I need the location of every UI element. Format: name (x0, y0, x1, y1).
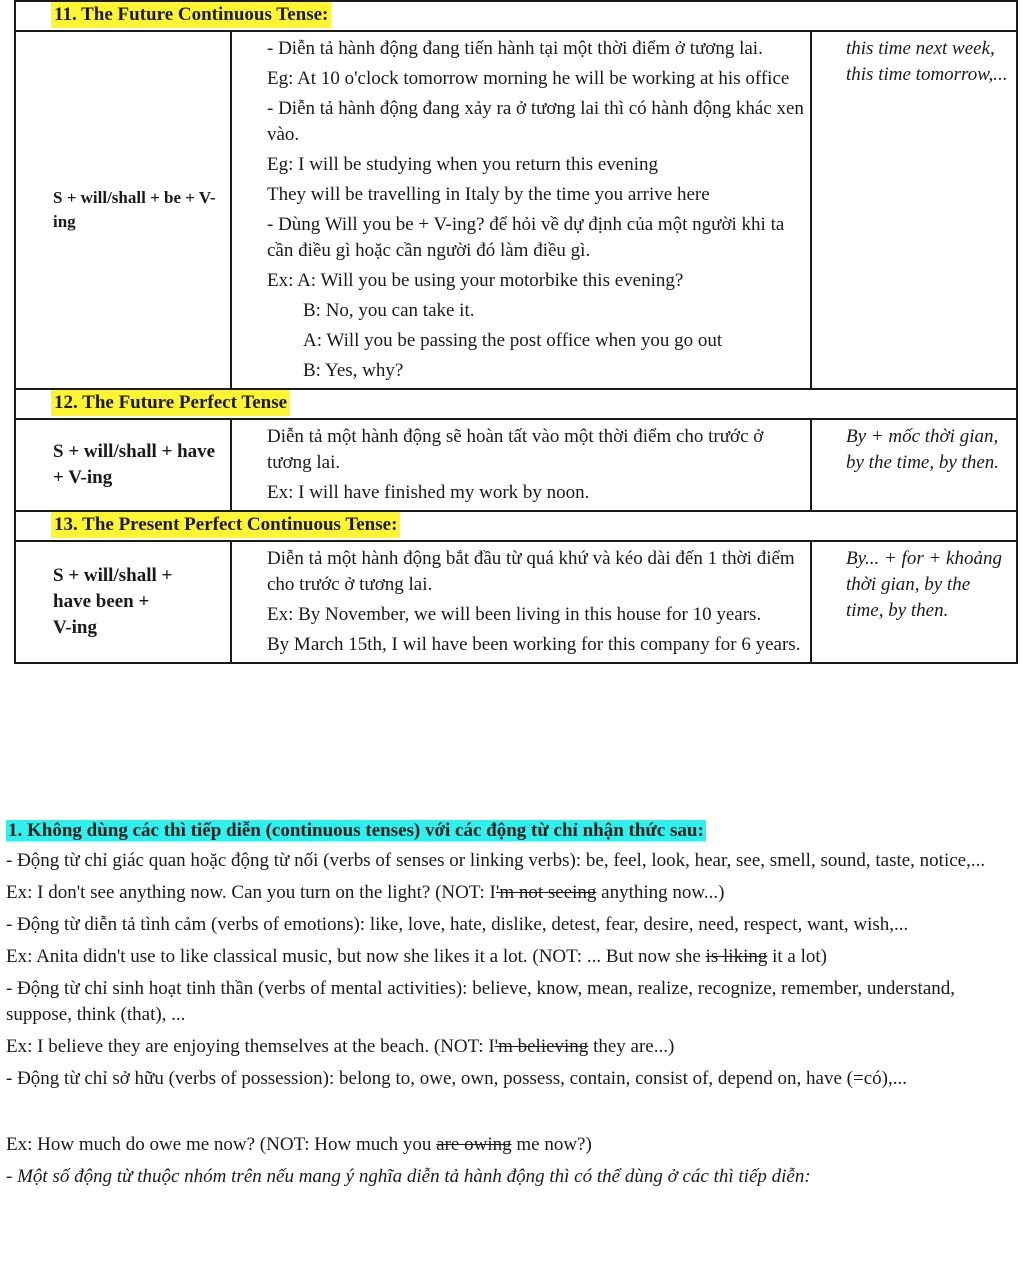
usage-line: Ex: I will have finished my work by noon. (267, 482, 590, 503)
tense-row (15, 541, 1017, 663)
tense-table (14, 0, 1018, 664)
usage-cell (231, 31, 811, 389)
usage-line: B: No, you can take it. (303, 300, 475, 321)
section-header-row (15, 389, 1017, 419)
usage-line: - Diễn tả hành động đang tiến hành tại một thời điểm ở tương lai. (267, 38, 763, 59)
note-item: - Động từ chỉ giác quan hoặc động từ nối (verbs of senses or linking verbs): be, feel, look, hear, see, smell, sound, taste, notice,... (6, 850, 986, 871)
usage-line: They will be travelling in Italy by the time you arrive here (267, 184, 710, 205)
usage-line: Eg: At 10 o'clock tomorrow morning he will be working at his office (267, 68, 790, 89)
usage-line: Eg: I will be studying when you return this evening (267, 154, 659, 175)
section-heading: 11. The Future Continuous Tense: (51, 2, 331, 28)
section-heading: 12. The Future Perfect Tense (51, 390, 290, 416)
form-cell: S + will/shall + have + V-ing (15, 419, 231, 511)
notes-section (6, 818, 1016, 1196)
note-example: Ex: I believe they are enjoying themselves at the beach. (NOT: I'm believing they are...) (6, 1036, 675, 1057)
usage-line: Diễn tả một hành động bắt đầu từ quá khứ và kéo dài đến 1 thời điểm cho trước ở tương lai. (267, 548, 795, 595)
section-heading: 13. The Present Perfect Continuous Tense: (51, 512, 400, 538)
usage-line: - Diễn tả hành động đang xảy ra ở tương lai thì có hành động khác xen vào. (267, 98, 804, 145)
form-cell (15, 541, 231, 663)
note-example: Ex: Anita didn't use to like classical music, but now she likes it a lot. (NOT: ... But now she is liking it a lot) (6, 946, 827, 967)
usage-line: - Dùng Will you be + V-ing? để hỏi về dự định của một người khi ta cần điều gì hoặc cần người đó làm điều gì. (267, 214, 785, 261)
note-item: - Động từ diễn tả tình cảm (verbs of emotions): like, love, hate, dislike, detest, fear, desire, need, respect, want, wish,... (6, 914, 909, 935)
form-line: V-ing (53, 617, 97, 638)
usage-line: B: Yes, why? (303, 360, 404, 381)
usage-line: Ex: A: Will you be using your motorbike this evening? (267, 270, 684, 291)
tense-row (15, 31, 1017, 389)
section-header-row (15, 1, 1017, 31)
note-item: - Động từ chỉ sở hữu (verbs of possession): belong to, owe, own, possess, contain, consist of, depend on, have (=có),... (6, 1068, 907, 1089)
note-example: Ex: I don't see anything now. Can you turn on the light? (NOT: I'm not seeing anything now...) (6, 882, 725, 903)
usage-line: A: Will you be passing the post office when you go out (303, 330, 723, 351)
usage-cell (231, 419, 811, 511)
note-item: - Một số động từ thuộc nhóm trên nếu mang ý nghĩa diễn tả hành động thì có thể dùng ở các thì tiếp diễn: (6, 1166, 811, 1187)
note-example: Ex: How much do owe me now? (NOT: How much you are owing me now?) (6, 1134, 592, 1155)
form-cell: S + will/shall + be + V-ing (15, 31, 231, 389)
section-header-row (15, 511, 1017, 541)
tense-row (15, 419, 1017, 511)
usage-line: By March 15th, I wil have been working for this company for 6 years. (267, 634, 801, 655)
usage-line: Diễn tả một hành động sẽ hoàn tất vào một thời điểm cho trước ở tương lai. (267, 426, 764, 473)
form-line: have been + (53, 591, 150, 612)
signal-words-cell: By + mốc thời gian, by the time, by then. (811, 419, 1017, 511)
note-item: - Động từ chỉ sinh hoạt tinh thần (verbs of mental activities): believe, know, mean, realize, recognize, remember, understand, suppose, think (that), ... (6, 978, 956, 1025)
form-line: S + will/shall + (53, 565, 173, 586)
usage-line: Ex: By November, we will been living in this house for 10 years. (267, 604, 762, 625)
usage-cell (231, 541, 811, 663)
signal-words-cell: By... + for + khoảng thời gian, by the time, by then. (811, 541, 1017, 663)
notes-heading: 1. Không dùng các thì tiếp diễn (continuous tenses) với các động từ chỉ nhận thức sau: (8, 820, 704, 841)
signal-words-cell: this time next week, this time tomorrow,... (811, 31, 1017, 389)
